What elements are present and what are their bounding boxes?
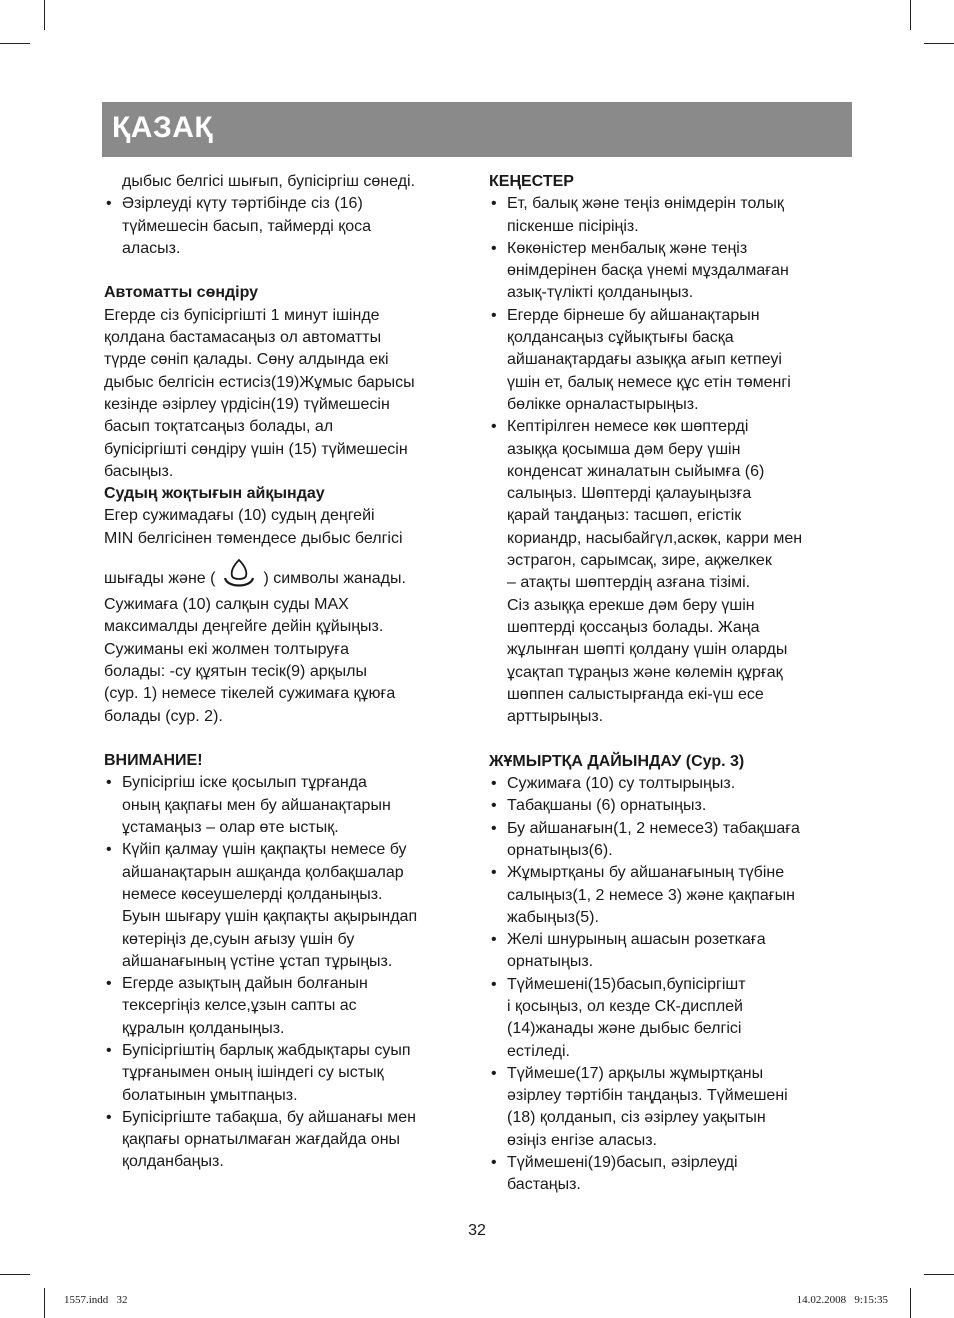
eggs-list <box>489 773 854 1197</box>
water-text-b: Сужимаға (10) салқын суды MAX максималды деңгейге дейін құйыңыз. Сужиманы екі жолмен толтыруға болады: -су құятын тесік(9) арқылы (сур. 1) немесе тікелей сужимаға құюға болады (сур. 2). <box>104 596 396 725</box>
crop-mark <box>0 43 30 44</box>
section-heading-tips: КЕҢЕСТЕР <box>489 173 574 190</box>
water-icon-line <box>104 554 474 594</box>
list-item: • Бупісіргіш іске қосылып тұрғанда оның қақпағы мен бу айшанақтарын ұстамаңыз – олар өте ыстық. <box>104 772 474 839</box>
list-item: • Әзірлеуді күту тәртібінде сіз (16) түймешесін басып, таймерді қоса аласыз. <box>104 193 474 260</box>
section-heading-water: Судың жоқтығын айқындау <box>104 485 325 503</box>
water-text-a: Егер сужимадағы (10) судың деңгейі MIN белгісінен төмендесе дыбыс белгісі <box>104 507 403 547</box>
warning-list <box>104 772 474 1173</box>
section-heading-auto-off: Автоматты сөндіру <box>104 284 259 302</box>
language-header <box>102 102 852 157</box>
list-item: • Түймеше(17) арқылы жұмыртқаны әзірлеу тәртібін таңдаңыз. Түймешені (18) қолданып, сіз әзірлеу уақытын өзіңіз енгізе аласыз. <box>489 1063 854 1152</box>
file-info: 1557.indd 32 <box>64 1294 128 1306</box>
crop-mark <box>44 1288 45 1318</box>
left-column <box>104 171 474 1174</box>
tips-list <box>489 193 854 594</box>
tips-continuation: Сіз азыққа ерекше дәм беру үшін шөптерді қоссаңыз болады. Жаңа жұлынған шөпті қолдану үшін оларды ұсақтап тұраңыз және көлемін құрғақ шөппен салыстырғанда екі-үш есе арттырыңыз. <box>507 596 788 726</box>
crop-mark <box>44 0 45 30</box>
list-item: • Сужимаға (10) су толтырыңыз. <box>489 773 854 795</box>
steam-pot-icon <box>219 556 259 592</box>
list-item: • Түймешені(19)басып, әзірлеуді бастаңыз. <box>489 1152 854 1197</box>
intro-continuation: дыбыс белгісі шығып, бупісіргіш сөнеді. <box>122 173 416 190</box>
crop-mark <box>910 1288 911 1318</box>
intro-bullet-list <box>104 193 474 260</box>
list-item: • Ет, балық және теңіз өнімдерін толық піскенше пісіріңіз. <box>489 193 854 238</box>
section-heading-warning: ВНИМАНИЕ! <box>104 752 203 770</box>
list-item: • Күйіп қалмау үшін қақпақты немесе бу айшанақтарын ашқанда қолбақшалар немесе көсеушелерді қолданыңыз. Буын шығару үшін қақпақты ақырындап көтеріңіз де,суын ағызу үшін бу айшанағының үстіне ұстап тұрыңыз. <box>104 839 474 973</box>
crop-mark <box>910 0 911 30</box>
list-item: • Табақшаны (6) орнатыңыз. <box>489 795 854 817</box>
list-item: • Кептірілген немесе көк шөптерді азыққа қосымша дәм беру үшін конденсат жиналатын сыйымға (6) салыңыз. Шөптерді қалауыңызға қарай таңдаңыз: тасшөп, егістік кориандр, насыбайгүл,аскөк, карри мен эстрагон, сарымсақ, зире, ақжелкек – атақты шөптердің азғана тізімі. <box>489 416 854 594</box>
crop-mark <box>924 1274 954 1275</box>
water-icon-before: шығады және ( <box>104 569 216 587</box>
section-heading-eggs: ЖҰМЫРТҚА ДАЙЫНДАУ (Сур. 3) <box>489 752 745 770</box>
crop-mark <box>924 43 954 44</box>
page-number: 32 <box>468 1222 486 1239</box>
header-title: ҚАЗАҚ <box>112 111 214 144</box>
list-item: • Жұмыртқаны бу айшанағының түбіне салыңыз(1, 2 немесе 3) және қақпағын жабыңыз(5). <box>489 862 854 929</box>
list-item: • Желі шнурының ашасын розеткаға орнатыңыз. <box>489 929 854 974</box>
auto-off-text: Егерде сіз бупісіргішті 1 минут ішінде қолдана бастамасаңыз ол автоматты түрде сөніп қалады. Сөну алдында екі дыбыс белгісін естисіз(19)Жұмыс барысы кезінде әзірлеу үрдісін(19) түймешесін басып тоқтатсаңыз болады, ал бупісіргішті сөндіру үшін (15) түймешесін басыңыз. <box>104 306 415 480</box>
list-item: • Егерде азықтың дайын болғанын тексергіңіз келсе,ұзын сапты ас құралын қолданыңыз. <box>104 973 474 1040</box>
right-column <box>489 171 854 1197</box>
crop-mark <box>0 1274 30 1275</box>
list-item: • Егерде бірнеше бу айшанақтарын қолдансаңыз сұйықтығы басқа айшанақтардағы азыққа ағып кетпеуі үшін ет, балық немесе құс етін төменгі бөлікке орналастырыңыз. <box>489 305 854 416</box>
water-icon-after: ) символы жанады. <box>263 569 406 587</box>
list-item: • Бу айшанағын(1, 2 немесе3) табақшаға орнатыңыз(6). <box>489 818 854 863</box>
list-item: • Көкөністер менбалық және теңіз өнімдерінен басқа үнемі мұздалмаған азық-түлікті қолданыңыз. <box>489 238 854 305</box>
list-item: • Бупісіргіште табақша, бу айшанағы мен қақпағы орнатылмаған жағдайда оны қолданбаңыз. <box>104 1107 474 1174</box>
list-item: • Бупісіргіштің барлық жабдықтары суып тұрғанымен оның ішіндегі су ыстық болатынын ұмытпаңыз. <box>104 1040 474 1107</box>
print-timestamp: 14.02.2008 9:15:35 <box>796 1294 888 1306</box>
list-item: • Түймешені(15)басып,бупісіргішт і қосыңыз, ол кезде СК-дисплей (14)жанады және дыбыс белгісі естіледі. <box>489 974 854 1063</box>
